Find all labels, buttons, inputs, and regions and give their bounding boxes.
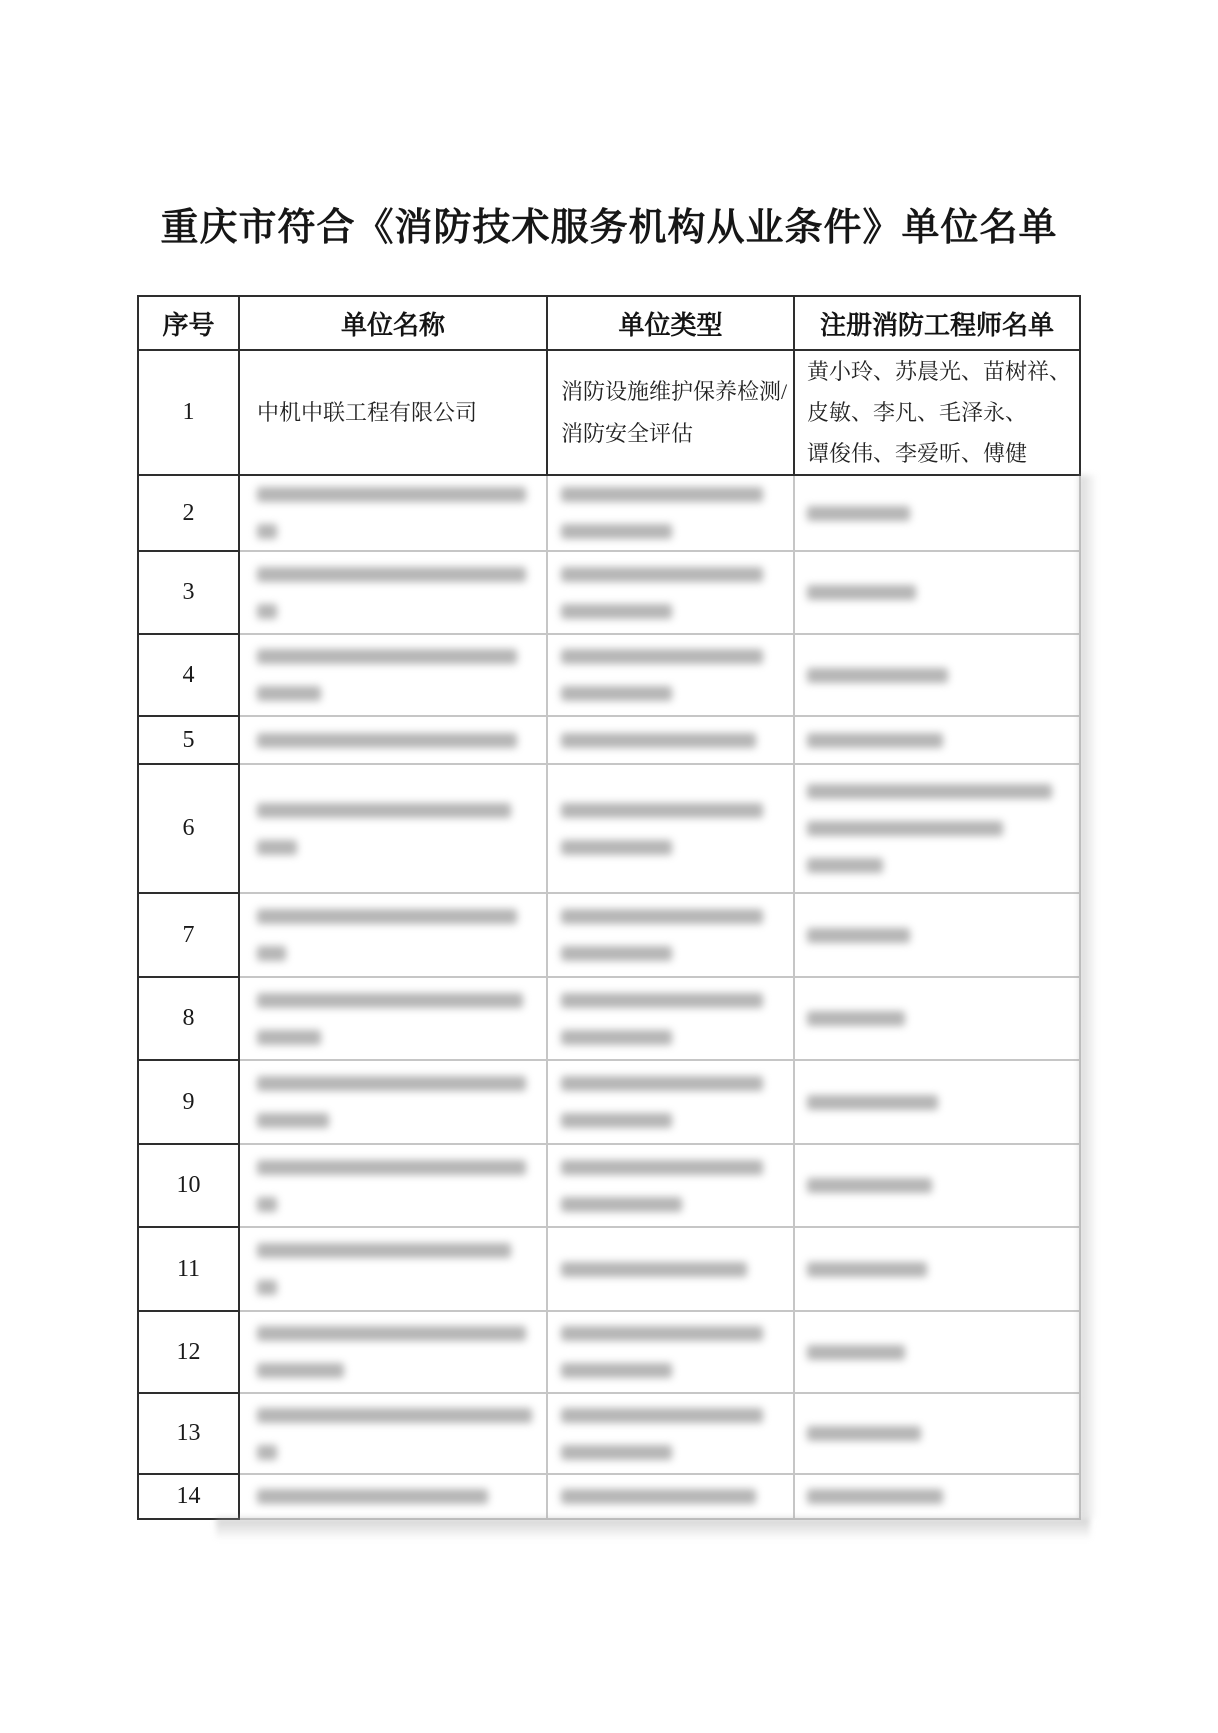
table-row	[138, 893, 1080, 977]
page-title: 重庆市符合《消防技术服务机构从业条件》单位名单	[160, 207, 1058, 249]
redacted-text-blob	[807, 1178, 932, 1193]
unit-type-cell	[547, 764, 794, 893]
redacted-line	[561, 1186, 793, 1223]
unit-type-cell	[547, 1393, 794, 1474]
engineers-cell	[794, 475, 1080, 551]
table-row	[138, 1227, 1080, 1311]
redacted-text-blob	[561, 1363, 672, 1378]
table-row	[138, 350, 1080, 475]
redacted-text-blob	[807, 1345, 905, 1360]
serial-number-cell: 11	[138, 1227, 239, 1311]
redacted-text-blob	[807, 821, 1003, 836]
serial-number-cell: 10	[138, 1144, 239, 1227]
redacted-line	[257, 675, 546, 712]
unit-name-cell	[239, 893, 547, 977]
redacted-text-blob	[561, 993, 763, 1008]
header-serial-number: 序号	[138, 296, 239, 350]
unit-type-cell	[547, 1144, 794, 1227]
table-row	[138, 1474, 1080, 1519]
redacted-line	[807, 1167, 1079, 1204]
unit-type-cell	[547, 716, 794, 764]
engineer-names-line: 皮敏、李凡、毛泽永、	[807, 400, 1028, 425]
redacted-line	[807, 847, 1079, 884]
redacted-text-blob	[257, 1197, 277, 1212]
redacted-line	[807, 725, 1079, 755]
serial-number-cell: 5	[138, 716, 239, 764]
redacted-text-blob	[257, 649, 517, 664]
redacted-line	[561, 675, 793, 712]
redacted-line	[561, 476, 793, 513]
redacted-line	[807, 1084, 1079, 1121]
redacted-line	[561, 1251, 793, 1288]
redacted-line	[257, 898, 546, 935]
redacted-text-blob	[561, 1030, 672, 1045]
header-unit-type: 单位类型	[547, 296, 794, 350]
redacted-line	[807, 1251, 1079, 1288]
redacted-text-blob	[561, 733, 756, 748]
table-row	[138, 716, 1080, 764]
redacted-line	[561, 1315, 793, 1352]
redacted-line	[257, 1102, 546, 1139]
redacted-line	[561, 1149, 793, 1186]
redacted-text-blob	[257, 1363, 344, 1378]
redacted-line	[257, 638, 546, 675]
redacted-text-blob	[257, 1113, 329, 1128]
engineers-cell	[794, 764, 1080, 893]
redacted-text-blob	[257, 487, 526, 502]
table-row	[138, 764, 1080, 893]
redacted-line	[561, 1019, 793, 1056]
unit-type-cell	[547, 475, 794, 551]
redacted-line	[561, 725, 793, 755]
redacted-text-blob	[561, 1113, 672, 1128]
redacted-text-blob	[807, 858, 883, 873]
redacted-line	[807, 495, 1079, 532]
unit-name-cell	[239, 1144, 547, 1227]
redacted-text-blob	[561, 1408, 763, 1423]
table-row	[138, 1060, 1080, 1144]
redacted-text-blob	[561, 487, 763, 502]
redacted-text-blob	[257, 1489, 488, 1504]
serial-number-cell: 12	[138, 1311, 239, 1393]
redacted-line	[561, 513, 793, 550]
redacted-text-blob	[561, 686, 672, 701]
unit-name-cell	[239, 551, 547, 634]
redacted-text-blob	[807, 1011, 905, 1026]
table-header-row	[138, 296, 1080, 350]
redacted-line	[561, 1434, 793, 1471]
unit-name-cell	[239, 1393, 547, 1474]
redacted-text-blob	[561, 649, 763, 664]
redacted-text-blob	[561, 1160, 763, 1175]
redacted-text-blob	[257, 1076, 526, 1091]
redacted-line	[807, 917, 1079, 954]
redacted-text-blob	[807, 585, 916, 600]
redacted-line	[561, 982, 793, 1019]
redacted-text-blob	[807, 1489, 943, 1504]
serial-number-cell: 1	[138, 350, 239, 475]
engineers-cell	[794, 551, 1080, 634]
redacted-text-blob	[807, 1262, 927, 1277]
redacted-text-blob	[561, 1262, 747, 1277]
redacted-line	[807, 574, 1079, 611]
redacted-text-blob	[561, 1197, 682, 1212]
engineers-cell	[794, 1227, 1080, 1311]
table-row	[138, 1393, 1080, 1474]
redacted-text-blob	[257, 946, 286, 961]
redacted-text-blob	[257, 604, 277, 619]
engineer-names-line: 黄小玲、苏晨光、苗树祥、	[807, 359, 1072, 384]
unit-type-line: 消防安全评估	[561, 420, 694, 446]
redacted-line	[257, 1315, 546, 1352]
engineers-cell	[794, 1474, 1080, 1519]
redacted-line	[257, 1434, 546, 1471]
redacted-line	[807, 1482, 1079, 1512]
serial-number-cell: 7	[138, 893, 239, 977]
redacted-text-blob	[257, 524, 277, 539]
redacted-text-blob	[807, 1426, 921, 1441]
redacted-line	[257, 556, 546, 593]
engineers-cell	[794, 350, 1080, 475]
redacted-line	[807, 810, 1079, 847]
serial-number-cell: 14	[138, 1474, 239, 1519]
redacted-text-blob	[257, 1030, 321, 1045]
redacted-line	[257, 1397, 546, 1434]
engineers-cell	[794, 1060, 1080, 1144]
redacted-line	[561, 556, 793, 593]
redacted-text-blob	[257, 567, 526, 582]
redacted-line	[561, 898, 793, 935]
redacted-line	[257, 593, 546, 630]
serial-number-cell: 6	[138, 764, 239, 893]
redacted-text-blob	[561, 524, 672, 539]
redacted-line	[807, 1334, 1079, 1371]
redacted-line	[257, 1186, 546, 1223]
redacted-line	[807, 657, 1079, 694]
redacted-line	[257, 935, 546, 972]
redacted-text-blob	[257, 1280, 277, 1295]
header-registered-engineers: 注册消防工程师名单	[794, 296, 1080, 350]
serial-number-cell: 9	[138, 1060, 239, 1144]
redacted-text-blob	[561, 604, 672, 619]
redacted-text-blob	[807, 1095, 938, 1110]
unit-name-cell	[239, 1474, 547, 1519]
unit-name-cell	[239, 1311, 547, 1393]
unit-name-cell	[239, 716, 547, 764]
redacted-line	[561, 829, 793, 866]
redacted-text-blob	[257, 733, 517, 748]
redacted-line	[257, 513, 546, 550]
redacted-text-blob	[257, 1408, 532, 1423]
unit-name-cell	[239, 1227, 547, 1311]
redacted-text-blob	[561, 840, 672, 855]
redacted-line	[561, 935, 793, 972]
unit-name-cell	[239, 634, 547, 716]
redacted-text-blob	[257, 1243, 511, 1258]
engineers-cell	[794, 1393, 1080, 1474]
redacted-text-blob	[807, 784, 1052, 799]
engineers-cell	[794, 1311, 1080, 1393]
unit-type-cell	[547, 1060, 794, 1144]
engineers-cell	[794, 634, 1080, 716]
header-unit-name: 单位名称	[239, 296, 547, 350]
table-row	[138, 977, 1080, 1060]
redacted-text-blob	[561, 1445, 672, 1460]
serial-number-cell: 4	[138, 634, 239, 716]
redacted-line	[257, 1482, 546, 1512]
redacted-line	[807, 773, 1079, 810]
unit-type-cell	[547, 1311, 794, 1393]
redacted-line	[257, 1232, 546, 1269]
redacted-text-blob	[561, 803, 763, 818]
redacted-line	[257, 792, 546, 829]
unit-type-cell	[547, 1227, 794, 1311]
redacted-line	[561, 1352, 793, 1389]
redacted-line	[257, 1269, 546, 1306]
unit-type-cell	[547, 634, 794, 716]
redacted-line	[561, 1102, 793, 1139]
unit-type-line: 消防设施维护保养检测/	[561, 378, 788, 404]
redacted-line	[561, 1482, 793, 1512]
redacted-text-blob	[257, 840, 297, 855]
redacted-line	[257, 1019, 546, 1056]
redacted-line	[257, 829, 546, 866]
engineers-cell	[794, 893, 1080, 977]
engineers-cell	[794, 977, 1080, 1060]
redacted-text-blob	[257, 909, 517, 924]
redacted-text-blob	[807, 928, 910, 943]
redacted-text-blob	[257, 1326, 526, 1341]
redacted-text-blob	[257, 1445, 277, 1460]
redacted-line	[561, 593, 793, 630]
redacted-line	[257, 982, 546, 1019]
engineers-cell	[794, 1144, 1080, 1227]
unit-type-cell	[547, 893, 794, 977]
unit-type-cell	[547, 350, 794, 475]
unit-name-cell	[239, 350, 547, 475]
redacted-line	[561, 1397, 793, 1434]
redacted-text-blob	[561, 1326, 763, 1341]
serial-number-cell: 2	[138, 475, 239, 551]
redacted-text-blob	[807, 506, 910, 521]
redacted-text-blob	[807, 668, 948, 683]
unit-name-cell	[239, 1060, 547, 1144]
redacted-text-blob	[257, 993, 523, 1008]
redacted-text-blob	[807, 733, 943, 748]
redacted-text-blob	[561, 946, 672, 961]
engineer-names-line: 谭俊伟、李爱昕、傅健	[807, 441, 1028, 466]
table-row	[138, 475, 1080, 551]
unit-name-cell	[239, 977, 547, 1060]
redacted-line	[257, 1065, 546, 1102]
redacted-text-blob	[257, 1160, 526, 1175]
table-row	[138, 1311, 1080, 1393]
unit-type-cell	[547, 1474, 794, 1519]
redacted-line	[257, 1149, 546, 1186]
redacted-text-blob	[561, 567, 763, 582]
table-body	[138, 350, 1080, 1519]
units-table	[137, 295, 1081, 1520]
blur-fog-bottom	[216, 1518, 1090, 1540]
redacted-text-blob	[561, 1076, 763, 1091]
redacted-line	[561, 1065, 793, 1102]
table-row	[138, 551, 1080, 634]
table-row	[138, 634, 1080, 716]
redacted-line	[257, 725, 546, 755]
unit-type-cell	[547, 551, 794, 634]
unit-name-cell	[239, 475, 547, 551]
engineers-cell	[794, 716, 1080, 764]
serial-number-cell: 3	[138, 551, 239, 634]
redacted-text-blob	[257, 803, 511, 818]
serial-number-cell: 8	[138, 977, 239, 1060]
redacted-text-blob	[561, 1489, 756, 1504]
redacted-text-blob	[257, 686, 321, 701]
redacted-text-blob	[561, 909, 763, 924]
redacted-line	[807, 1000, 1079, 1037]
blur-fog-right	[1079, 475, 1097, 1518]
unit-type-cell	[547, 977, 794, 1060]
redacted-line	[807, 1415, 1079, 1452]
serial-number-cell: 13	[138, 1393, 239, 1474]
table-row	[138, 1144, 1080, 1227]
redacted-line	[561, 638, 793, 675]
unit-name-cell	[239, 764, 547, 893]
redacted-line	[257, 476, 546, 513]
redacted-line	[561, 792, 793, 829]
redacted-line	[257, 1352, 546, 1389]
unit-name-text: 中机中联工程有限公司	[257, 399, 478, 425]
